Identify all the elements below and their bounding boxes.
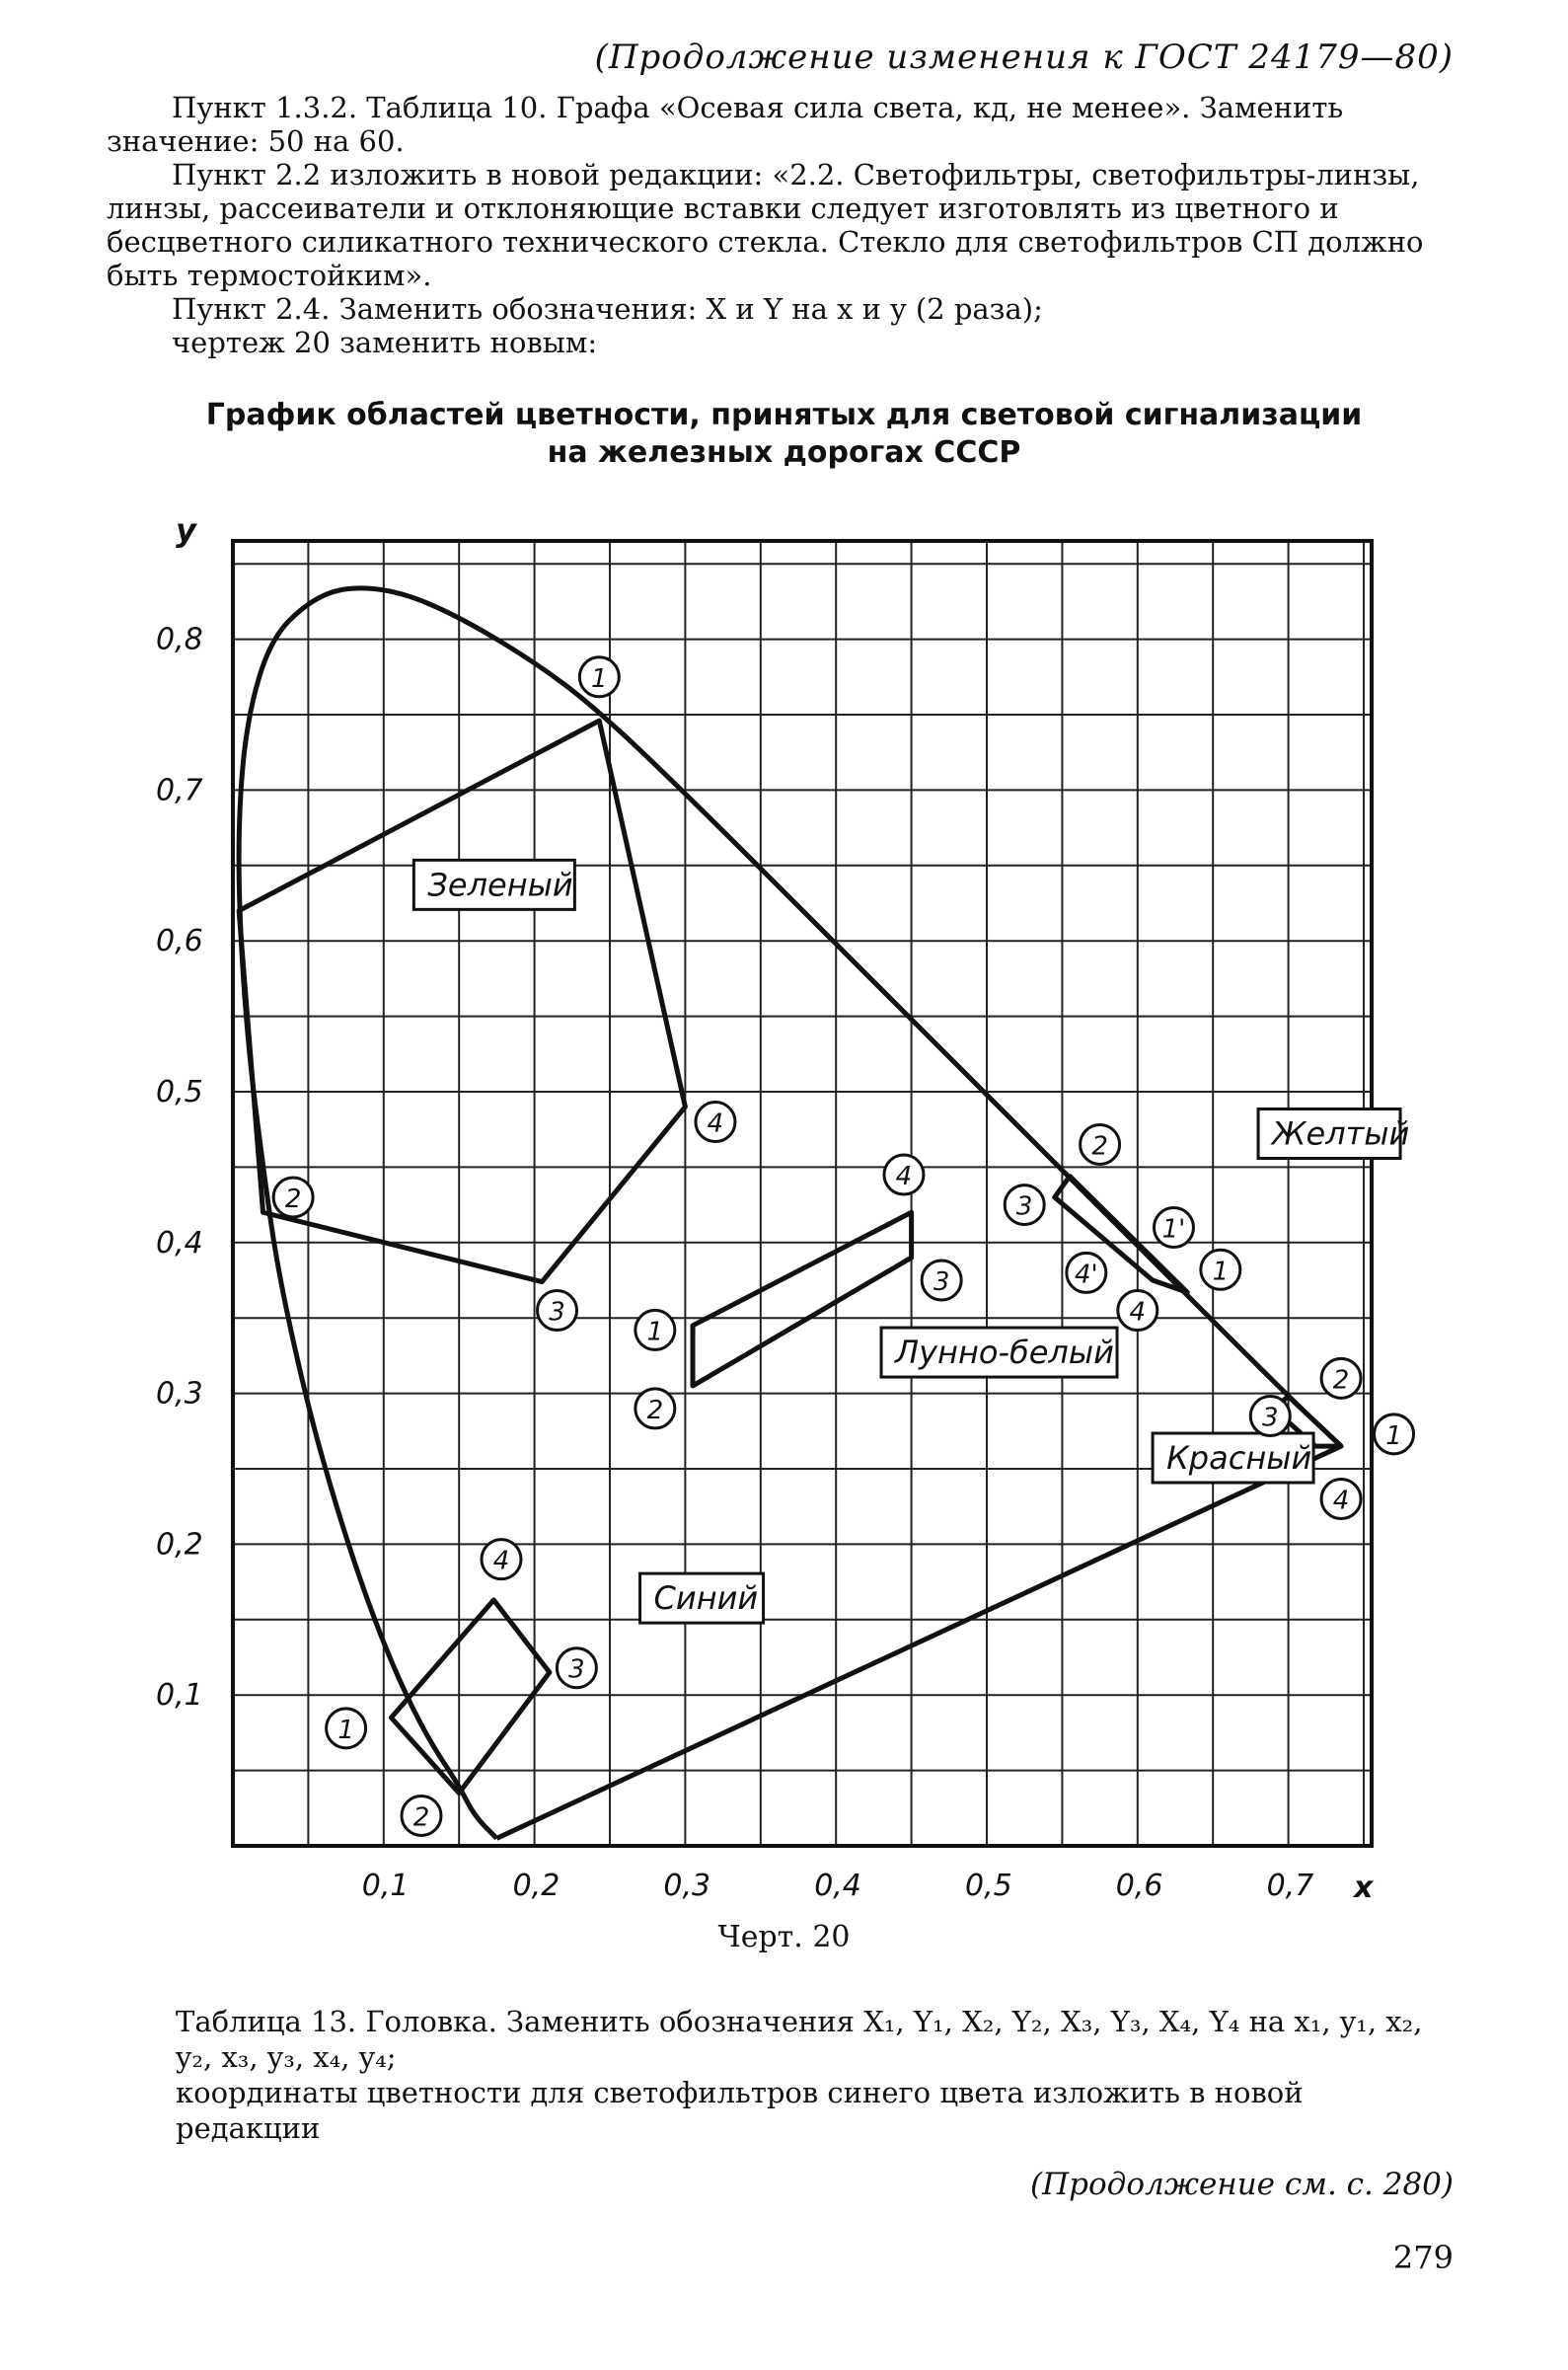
x-tick-label: 0,6 [1115, 1869, 1163, 1903]
vertex-label: 1 [591, 663, 608, 694]
y-tick-label: 0,6 [156, 924, 203, 959]
vertex-label: 2 [284, 1184, 302, 1214]
vertex-label: 4 [707, 1109, 724, 1139]
vertex-label: 1 [337, 1715, 354, 1745]
vertex-label: 1 [1385, 1420, 1402, 1451]
vertex-label: 4 [1332, 1486, 1350, 1516]
region-polygon-4 [391, 1600, 549, 1794]
vertex-label: 3 [1015, 1191, 1033, 1222]
y-tick-label: 0,1 [156, 1678, 203, 1714]
x-tick-label: 0,5 [965, 1869, 1012, 1903]
chart-axes [233, 541, 1372, 1846]
vertex-label: 1 [646, 1317, 664, 1347]
vertex-label: 3 [1261, 1403, 1279, 1433]
chart-title-line-2: на железных дорогах СССР [547, 435, 1021, 470]
y-tick-label: 0,7 [156, 773, 203, 808]
vertex-label: 2 [646, 1395, 664, 1425]
purple-line [496, 1446, 1341, 1838]
vertex-label: 4 [895, 1162, 913, 1192]
y-tick-label: 0,2 [156, 1527, 203, 1563]
region-name: Красный [1166, 1439, 1312, 1477]
x-axis-label: x [1354, 1871, 1374, 1905]
page-number: 279 [1392, 2239, 1454, 2276]
vertex-label: 2 [412, 1802, 430, 1833]
vertex-label: 4 [492, 1546, 510, 1576]
figure-caption: Черт. 20 [717, 1920, 851, 1954]
paragraph-4: чертеж 20 заменить новым: [172, 326, 598, 359]
y-tick-label: 0,3 [156, 1376, 203, 1412]
y-tick-label: 0,8 [156, 622, 203, 657]
region-name: Желтый [1272, 1114, 1410, 1153]
vertex-label: 4 [1129, 1297, 1147, 1328]
region-name: Лунно-белый [895, 1334, 1114, 1372]
continuation-footer: (Продолжение см. с. 280) [1030, 2167, 1454, 2202]
x-tick-label: 0,2 [512, 1869, 560, 1903]
vertex-label: 1' [1161, 1214, 1186, 1245]
bottom-paragraph-2: координаты цветности для светофильтров синего цвета изложить в новой редакции [176, 2076, 1304, 2145]
x-tick-label: 0,7 [1266, 1869, 1314, 1903]
bottom-text [176, 2004, 1454, 2146]
y-tick-label: 0,5 [156, 1075, 203, 1109]
region-polygon-2 [693, 1212, 912, 1386]
bottom-paragraph-1: Таблица 13. Головка. Заменить обозначения X₁, Y₁, X₂, Y₂, X₃, Y₃, X₄, Y₄ на x₁, y₁, x₂, y₂, x₃, y₃, x₄, y₄; [176, 2005, 1423, 2074]
paragraph-1: Пункт 1.3.2. Таблица 10. Графа «Осевая сила света, кд, не менее». Заменить значение: 50 на 60. [107, 91, 1344, 158]
chart-grid [233, 541, 1372, 1846]
vertex-label: 2 [1332, 1365, 1350, 1396]
chart-title-line-1: График областей цветности, принятых для световой сигнализации [205, 398, 1363, 432]
vertex-label: 4' [1074, 1260, 1098, 1290]
plot-frame [233, 541, 1372, 1846]
x-tick-label: 0,3 [663, 1869, 711, 1903]
vertex-label: 3 [933, 1267, 950, 1297]
continuation-header: (Продолжение изменения к ГОСТ 24179—80) [594, 38, 1454, 77]
paragraph-3: Пункт 2.4. Заменить обозначения: X и Y на x и y (2 раза); [172, 292, 1043, 326]
region-name: Зеленый [427, 866, 573, 904]
paragraph-2: Пункт 2.2 изложить в новой редакции: «2.2. Светофильтры, светофильтры-линзы, линзы, рассеиватели и отклоняющие вставки следует изготовлять из цветного и бесцветного силикатного технического стекла. Стекло для светофильтров СП должно быть термостойким». [107, 158, 1424, 292]
x-tick-label: 0,4 [814, 1869, 861, 1903]
y-tick-label: 0,4 [156, 1225, 203, 1261]
vertex-label: 3 [549, 1297, 565, 1328]
region-name: Синий [653, 1579, 759, 1618]
y-axis-label: y [176, 511, 196, 549]
vertex-label: 2 [1091, 1131, 1108, 1162]
vertex-label: 1 [1212, 1257, 1230, 1287]
vertex-label: 3 [568, 1654, 585, 1685]
x-tick-label: 0,1 [361, 1869, 410, 1903]
